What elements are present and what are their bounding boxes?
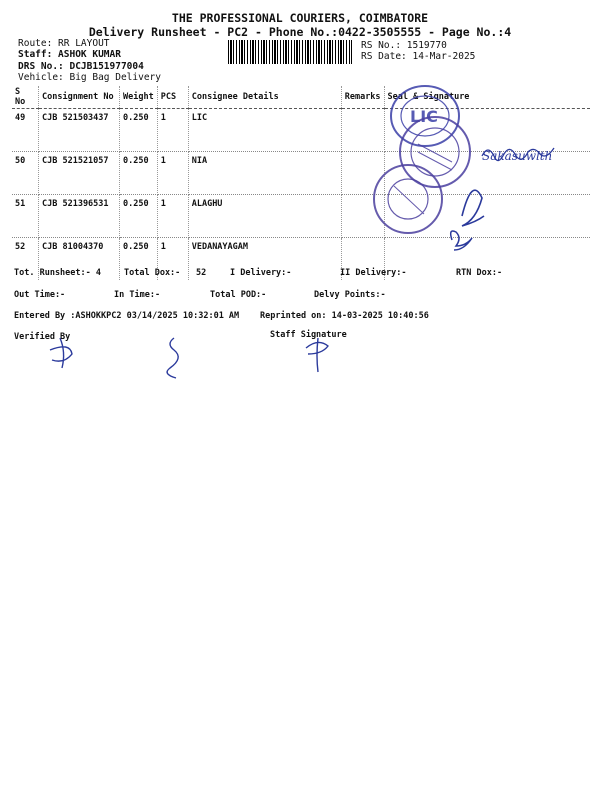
cell-pcs: 1 — [157, 109, 188, 152]
col-remarks: Remarks — [341, 86, 384, 109]
staff-label: Staff: ASHOK KUMAR — [18, 49, 121, 60]
reprinted-on: Reprinted on: 14-03-2025 10:40:56 — [260, 311, 429, 321]
out-time-label: Out Time:- — [14, 290, 66, 300]
cell-pcs: 1 — [157, 195, 188, 238]
rs-date: RS Date: 14-Mar-2025 — [361, 51, 476, 62]
cell-weight: 0.250 — [120, 238, 158, 281]
col-weight: Weight — [120, 86, 158, 109]
delvy-points-label: Delvy Points:- — [314, 290, 386, 300]
rtn-dox-label: RTN Dox:- — [456, 268, 503, 278]
total-runsheet: Tot. Runsheet:- 4 — [14, 268, 101, 278]
staff-signature — [306, 338, 328, 372]
second-signature — [167, 338, 178, 378]
ii-delivery-label: II Delivery:- — [340, 268, 407, 278]
entered-by: Entered By :ASHOKKPC2 03/14/2025 10:32:01 AM — [14, 311, 240, 321]
svg-text:LIC: LIC — [410, 107, 438, 126]
verified-by-label: Verified By — [14, 332, 71, 342]
handwritten-signature-text: Sakasuwlth — [482, 149, 553, 163]
col-sno: S No — [12, 86, 39, 109]
cell-consignment: CJB 521521057 — [39, 152, 120, 195]
route-label: Route: RR LAYOUT — [18, 38, 110, 49]
vehicle-label: Vehicle: Big Bag Delivery — [18, 72, 161, 83]
cell-consignee: LIC — [188, 109, 341, 152]
cell-weight: 0.250 — [120, 109, 158, 152]
staff-signature-label: Staff Signature — [270, 330, 347, 340]
cell-pcs: 1 — [157, 152, 188, 195]
col-consignment: Consignment No — [39, 86, 120, 109]
verification-signatures-graphic — [40, 334, 360, 384]
cell-sno: 52 — [12, 238, 39, 281]
cell-weight: 0.250 — [120, 152, 158, 195]
cell-consignment: CJB 81004370 — [39, 238, 120, 281]
cell-weight: 0.250 — [120, 195, 158, 238]
lic-stamp — [391, 86, 459, 146]
runsheet-subtitle: Delivery Runsheet - PC2 - Phone No.:0422-3505555 - Page No.:4 — [88, 25, 512, 39]
drs-number: DRS No.: DCJB151977004 — [18, 61, 144, 72]
company-title: THE PROFESSIONAL COURIERS, COIMBATORE — [171, 11, 429, 25]
cell-sno: 50 — [12, 152, 39, 195]
col-seal-signature: Seal & Signature — [384, 86, 590, 109]
cell-consignee: ALAGHU — [188, 195, 341, 238]
rs-number: RS No.: 1519770 — [361, 40, 447, 51]
signature-row3 — [462, 190, 484, 226]
col-pcs: PCS — [157, 86, 188, 109]
total-dox-value: 52 — [196, 268, 207, 278]
cell-consignment: CJB 521503437 — [39, 109, 120, 152]
cell-pcs: 1 — [157, 238, 188, 281]
cell-consignee: VEDANAYAGAM — [188, 238, 341, 281]
nia-stamp — [400, 117, 470, 187]
cell-sno: 49 — [12, 109, 39, 152]
cell-sno: 51 — [12, 195, 39, 238]
verified-by-signature — [50, 338, 72, 368]
seal-stamps-graphic — [370, 74, 600, 274]
i-delivery-label: I Delivery:- — [230, 268, 292, 278]
signature-row4 — [451, 231, 472, 250]
barcode-image — [228, 40, 352, 64]
cell-consignee: NIA — [188, 152, 341, 195]
total-pod-label: Total POD:- — [210, 290, 267, 300]
col-consignee: Consignee Details — [188, 86, 341, 109]
cell-consignment: CJB 521396531 — [39, 195, 120, 238]
in-time-label: In Time:- — [114, 290, 161, 300]
total-dox-label: Total Dox:- — [124, 268, 181, 278]
